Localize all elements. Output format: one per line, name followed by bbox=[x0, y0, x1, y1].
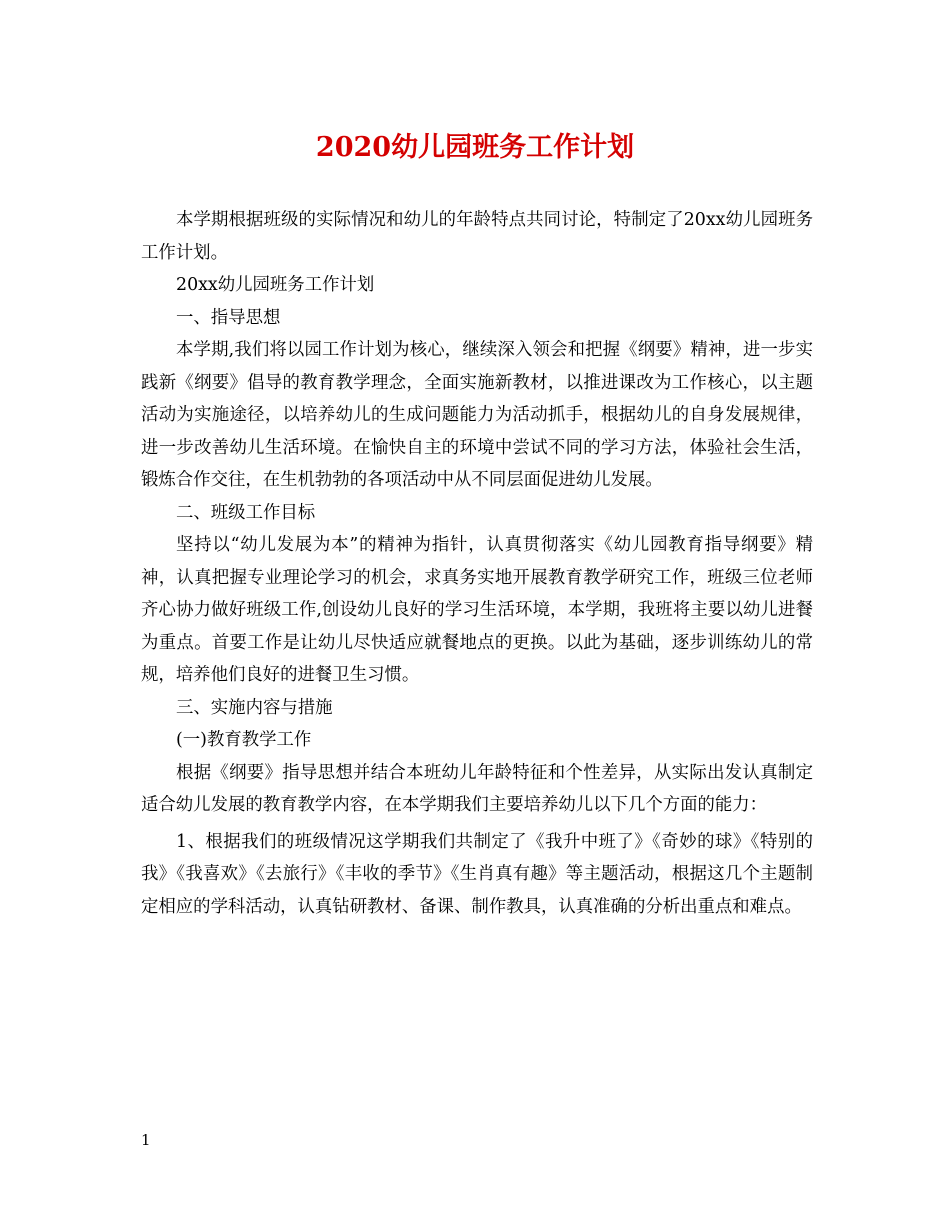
document-body bbox=[141, 204, 813, 923]
section-heading-class-goals: 二、班级工作目标 bbox=[176, 502, 316, 523]
section-heading-guiding-ideology: 一、指导思想 bbox=[176, 307, 281, 328]
page-number: 1 bbox=[141, 1131, 151, 1149]
section-heading-implementation: 三、实施内容与措施 bbox=[176, 697, 333, 718]
paragraph-plan-heading: 20xx幼儿园班务工作计划 bbox=[176, 275, 375, 295]
subsection-heading-teaching-work: (一)教育教学工作 bbox=[176, 730, 312, 750]
paragraph-guiding-ideology: 本学期,我们将以园工作计划为核心，继续深入领会和把握《纲要》精神，进一步实践新《纲要》倡导的教育教学理念，全面实施新教材，以推进课改为工作核心，以主题活动为实施途径，以培养幼儿的生成问题能力为活动抓手，根据幼儿的自身发展规律，进一步改善幼儿生活环境。在愉快自主的环境中尝试不同的学习方法，体验社会生活，锻炼合作交往，在生机勃勃的各项活动中从不同层面促进幼儿发展。 bbox=[141, 340, 813, 490]
paragraph-intro: 本学期根据班级的实际情况和幼儿的年龄特点共同讨论，特制定了20xx幼儿园班务工作计划。 bbox=[141, 210, 813, 263]
paragraph-item-1: 1、根据我们的班级情况这学期我们共制定了《我升中班了》《奇妙的球》《特别的我》《我喜欢》《去旅行》《丰收的季节》《生肖真有趣》等主题活动，根据这几个主题制定相应的学科活动，认真钻研教材、备课、制作教具，认真准确的分析出重点和难点。 bbox=[141, 831, 813, 917]
document-title: 2020幼儿园班务工作计划 bbox=[315, 132, 635, 163]
paragraph-teaching-work: 根据《纲要》指导思想并结合本班幼儿年龄特征和个性差异，从实际出发认真制定适合幼儿发展的教育教学内容，在本学期我们主要培养幼儿以下几个方面的能力： bbox=[141, 762, 813, 815]
paragraph-class-goals: 坚持以“幼儿发展为本”的精神为指针，认真贯彻落实《幼儿园教育指导纲要》精神，认真把握专业理论学习的机会，求真务实地开展教育教学研究工作，班级三位老师齐心协力做好班级工作,创设幼儿良好的学习生活环境，本学期，我班将主要以幼儿进餐为重点。首要工作是让幼儿尽快适应就餐地点的更换。以此为基础，逐步训练幼儿的常规，培养他们良好的进餐卫生习惯。 bbox=[141, 535, 813, 685]
